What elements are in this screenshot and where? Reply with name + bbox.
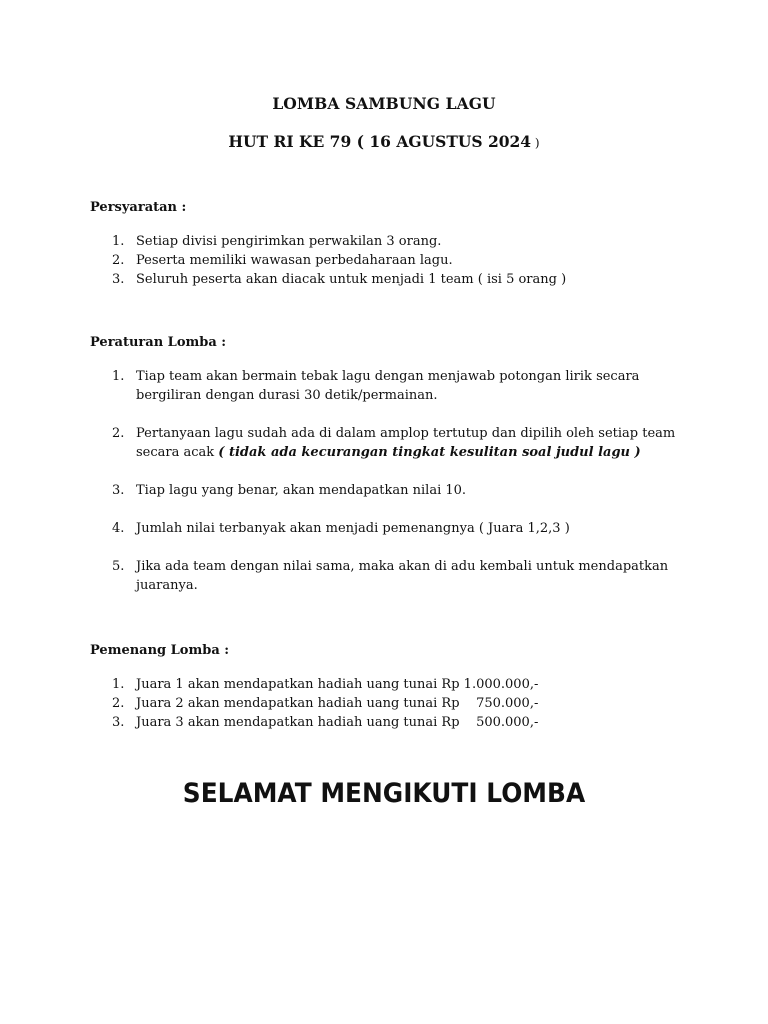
- list-item: [90, 232, 690, 251]
- rules-list: [90, 367, 690, 595]
- list-number: 4.: [112, 521, 125, 536]
- list-emphasis: ( tidak ada kecurangan tingkat kesulitan soal judul lagu ): [218, 445, 641, 460]
- closing-banner: SELAMAT MENGIKUTI LOMBA: [182, 778, 586, 809]
- list-number: 1.: [112, 369, 125, 384]
- list-item: [90, 367, 690, 405]
- list-text: Setiap divisi pengirimkan perwakilan 3 orang.: [136, 234, 442, 249]
- list-item: [90, 675, 690, 694]
- subtitle-close: ): [531, 136, 540, 150]
- list-number: 3.: [112, 272, 125, 287]
- rules-heading: Peraturan Lomba :: [90, 335, 227, 350]
- list-item: [90, 270, 690, 289]
- list-item: [90, 424, 690, 462]
- list-number: 2.: [112, 253, 125, 268]
- list-number: 3.: [112, 483, 125, 498]
- list-text: Pertanyaan lagu sudah ada di dalam amplop tertutup dan dipilih oleh setiap team secara acak: [136, 426, 676, 460]
- list-text: Tiap team akan bermain tebak lagu dengan menjawab potongan lirik secara bergiliran dengan durasi 30 detik/permainan.: [136, 369, 640, 403]
- list-number: 3.: [112, 715, 125, 730]
- list-number: 1.: [112, 234, 125, 249]
- list-item: [90, 519, 690, 538]
- list-text: Juara 2 akan mendapatkan hadiah uang tunai Rp 750.000,-: [136, 696, 539, 711]
- list-item: [90, 713, 690, 732]
- list-item: [90, 251, 690, 270]
- list-text: Jumlah nilai terbanyak akan menjadi pemenangnya ( Juara 1,2,3 ): [136, 521, 570, 536]
- list-number: 2.: [112, 426, 125, 441]
- list-item: [90, 557, 690, 595]
- winners-list: [90, 675, 690, 732]
- list-text: Juara 3 akan mendapatkan hadiah uang tunai Rp 500.000,-: [136, 715, 539, 730]
- list-number: 1.: [112, 677, 125, 692]
- list-number: 5.: [112, 559, 125, 574]
- list-text: Tiap lagu yang benar, akan mendapatkan nilai 10.: [136, 483, 467, 498]
- subtitle-main: HUT RI KE 79 ( 16 AGUSTUS 2024: [228, 132, 532, 151]
- requirements-heading: Persyaratan :: [90, 200, 187, 215]
- list-number: 2.: [112, 696, 125, 711]
- winners-heading: Pemenang Lomba :: [90, 643, 230, 658]
- list-text: Juara 1 akan mendapatkan hadiah uang tunai Rp 1.000.000,-: [136, 677, 539, 692]
- document-subtitle: [0, 132, 768, 151]
- list-item: [90, 481, 690, 500]
- document-title: LOMBA SAMBUNG LAGU: [272, 94, 496, 113]
- list-text: Jika ada team dengan nilai sama, maka akan di adu kembali untuk mendapatkan juaranya.: [136, 559, 669, 593]
- list-item: [90, 694, 690, 713]
- requirements-list: [90, 232, 690, 289]
- list-text: Seluruh peserta akan diacak untuk menjadi 1 team ( isi 5 orang ): [136, 272, 567, 287]
- list-text: Peserta memiliki wawasan perbedaharaan lagu.: [136, 253, 453, 268]
